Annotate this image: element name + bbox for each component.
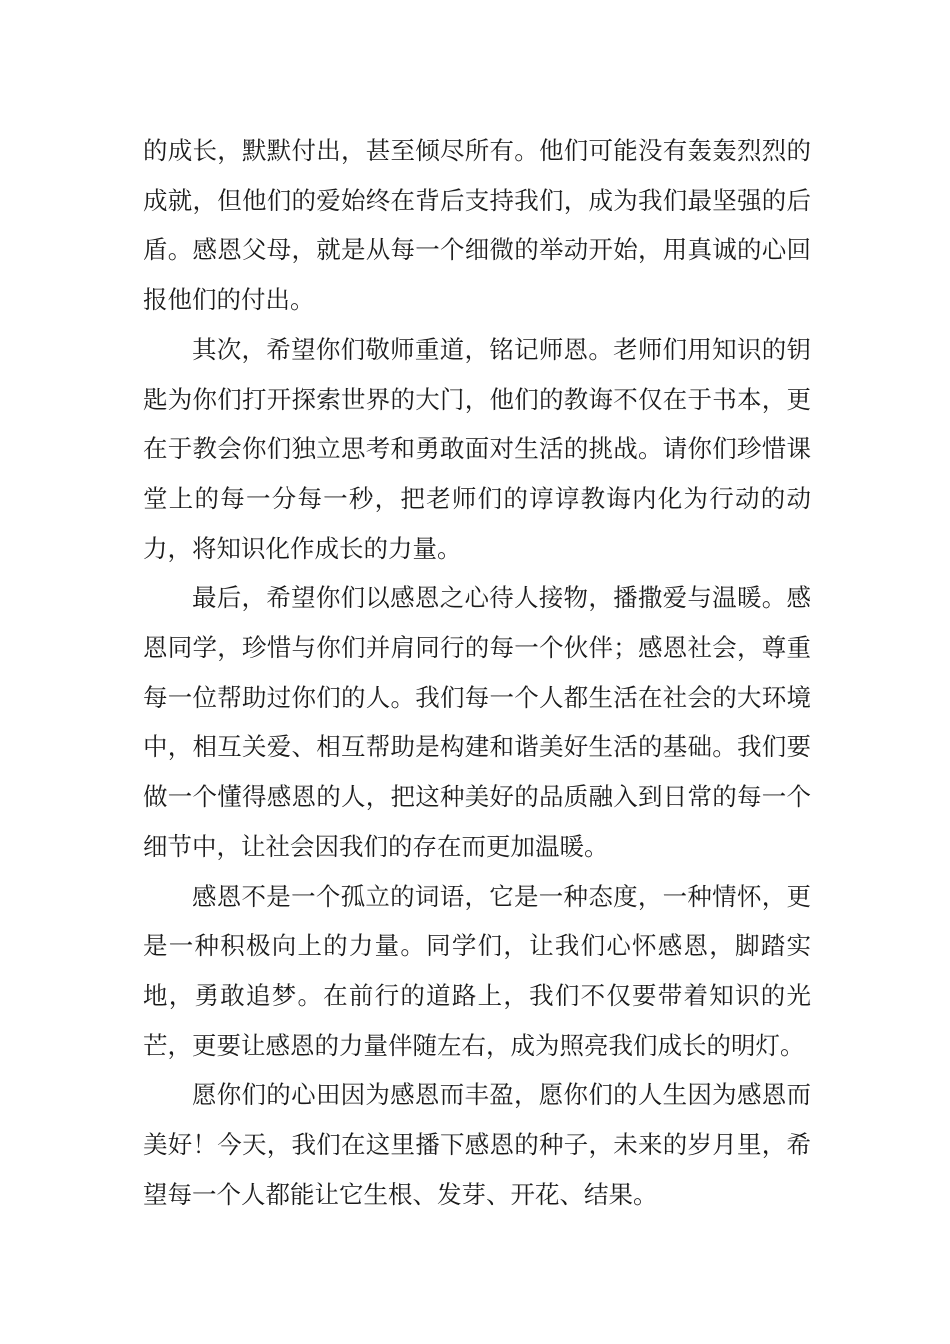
paragraph-respect-teachers: 其次，希望你们敬师重道，铭记师恩。老师们用知识的钥匙为你们打开探索世界的大门，他们的教诲不仅在于书本，更在于教会你们独立思考和勇敢面对生活的挑战。请你们珍惜课堂上的每一分每一秒，把老师们的谆谆教诲内化为行动的动力，将知识化作成长的力量。 xyxy=(143,334,811,563)
paragraph-continuation: 的成长，默默付出，甚至倾尽所有。他们可能没有轰轰烈烈的成就，但他们的爱始终在背后支持我们，成为我们最坚强的后盾。感恩父母，就是从每一个细微的举动开始，用真诚的心回报他们的付出。 xyxy=(143,136,811,315)
document-body xyxy=(143,126,811,1219)
paragraph-gratitude-others: 最后，希望你们以感恩之心待人接物，播撒爱与温暖。感恩同学，珍惜与你们并肩同行的每一个伙伴；感恩社会，尊重每一位帮助过你们的人。我们每一个人都生活在社会的大环境中，相互关爱、相互帮助是构建和谐美好生活的基础。我们要做一个懂得感恩的人，把这种美好的品质融入到日常的每一个细节中，让社会因我们的存在而更加温暖。 xyxy=(143,583,811,861)
paragraph-gratitude-attitude: 感恩不是一个孤立的词语，它是一种态度，一种情怀，更是一种积极向上的力量。同学们，让我们心怀感恩，脚踏实地，勇敢追梦。在前行的道路上，我们不仅要带着知识的光芒，更要让感恩的力量伴随左右，成为照亮我们成长的明灯。 xyxy=(143,881,811,1060)
paragraph-closing-wish: 愿你们的心田因为感恩而丰盈，愿你们的人生因为感恩而美好！今天，我们在这里播下感恩的种子，未来的岁月里，希望每一个人都能让它生根、发芽、开花、结果。 xyxy=(143,1080,811,1209)
